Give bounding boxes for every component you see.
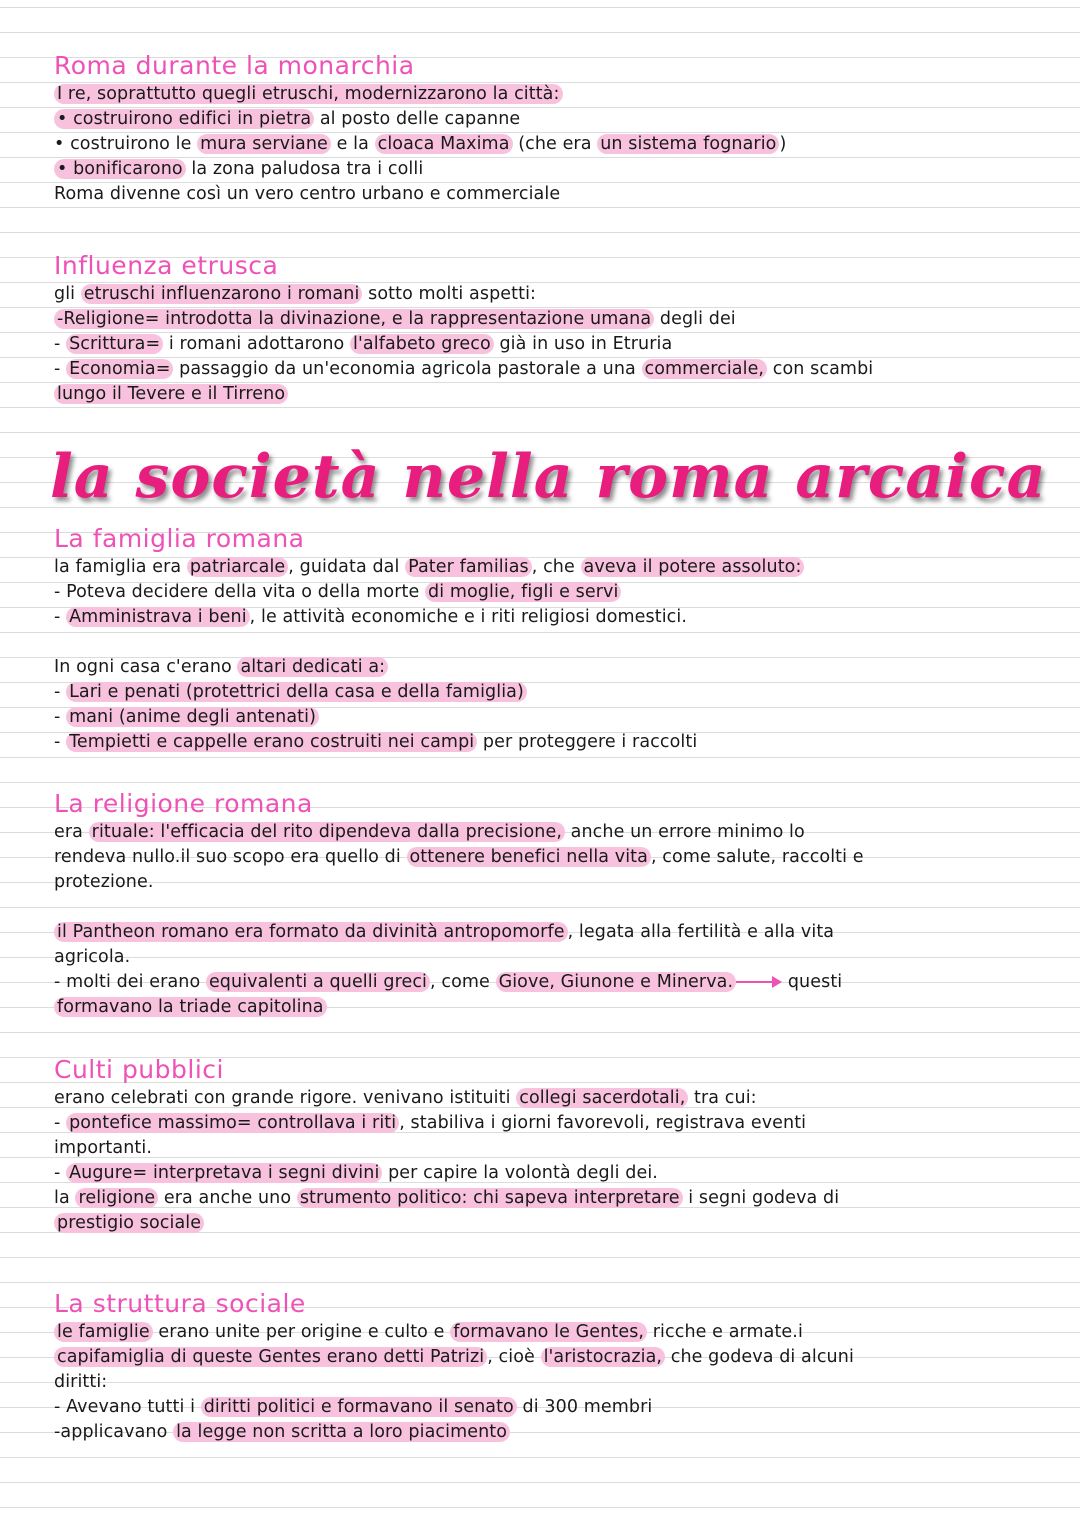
text-line	[54, 1345, 1029, 1370]
text-line	[54, 920, 1029, 945]
highlight: di moglie, figli e servi	[425, 582, 621, 602]
text: la famiglia era	[54, 557, 187, 577]
highlight: • costruirono edifici in pietra	[54, 109, 314, 129]
heading-monarchia: Roma durante la monarchia	[54, 51, 415, 80]
highlight: Economia=	[66, 359, 173, 379]
text: anche un errore minimo lo	[564, 822, 805, 842]
section-culti	[54, 1056, 1029, 1236]
text: -	[54, 359, 67, 379]
text-line	[54, 970, 1029, 995]
highlight: capifamiglia di queste Gentes erano detti Patrizi	[54, 1347, 487, 1367]
text: che godeva di alcuni	[665, 1347, 854, 1367]
highlight: Amministrava i beni	[66, 607, 250, 627]
text: - molti dei erano	[54, 972, 206, 992]
text: per capire la volontà degli dei.	[382, 1163, 658, 1183]
text-line	[54, 1320, 1029, 1345]
heading-culti: Culti pubblici	[54, 1055, 224, 1084]
text-line	[54, 282, 1029, 307]
text-line	[54, 1136, 1029, 1161]
text: per proteggere i raccolti	[477, 732, 698, 752]
highlight: cloaca Maxima	[375, 134, 513, 154]
text: e la	[330, 134, 375, 154]
text: la	[54, 1188, 76, 1208]
blank-line	[54, 895, 1029, 920]
text-line	[54, 995, 1029, 1020]
section-monarchia	[54, 52, 1029, 207]
text-line	[54, 332, 1029, 357]
text: passaggio da un'economia agricola pastorale a una	[173, 359, 642, 379]
highlight: lungo il Tevere e il Tirreno	[54, 384, 288, 404]
text-line	[54, 870, 1029, 895]
text: ricche e armate.i	[647, 1322, 803, 1342]
highlight: religione	[75, 1188, 158, 1208]
text-line	[54, 1161, 1029, 1186]
text: Roma divenne così un vero centro urbano e commerciale	[54, 184, 561, 204]
highlight: equivalenti a quelli greci	[206, 972, 430, 992]
text: i romani adottarono	[163, 334, 351, 354]
highlight: Lari e penati (protettrici della casa e della famiglia)	[66, 682, 527, 702]
highlight: aveva il potere assoluto:	[581, 557, 805, 577]
highlight: pontefice massimo= controllava i riti	[66, 1113, 399, 1133]
text-line	[54, 132, 1029, 157]
text: i segni godeva di	[682, 1188, 840, 1208]
text-line	[54, 1086, 1029, 1111]
text: protezione.	[54, 872, 154, 892]
section-struttura	[54, 1290, 1029, 1445]
text: - Avevano tutti i	[54, 1397, 201, 1417]
text: -applicavano	[54, 1422, 174, 1442]
text: )	[779, 134, 787, 154]
text: era	[54, 822, 89, 842]
text: -	[54, 732, 67, 752]
highlight: la legge non scritta a loro piacimento	[173, 1422, 510, 1442]
text-line	[54, 730, 1029, 755]
highlight: Pater familias	[405, 557, 532, 577]
text: già in uso in Etruria	[493, 334, 673, 354]
highlight: un sistema fognario	[597, 134, 779, 154]
highlight: etruschi influenzarono i romani	[81, 284, 363, 304]
text: degli dei	[654, 309, 736, 329]
blank-line	[54, 630, 1029, 655]
text: erano unite per origine e culto e	[152, 1322, 451, 1342]
text-line	[54, 82, 1029, 107]
text: -	[54, 607, 67, 627]
text: - Poteva decidere della vita o della morte	[54, 582, 426, 602]
heading-influenza: Influenza etrusca	[54, 251, 279, 280]
text: , che	[531, 557, 581, 577]
text: , le attività economiche e i riti religiosi domestici.	[249, 607, 688, 627]
text-line	[54, 605, 1029, 630]
highlight: formavano le Gentes,	[450, 1322, 647, 1342]
highlight: Giove, Giunone e Minerva.	[496, 972, 737, 992]
text: -	[54, 1113, 67, 1133]
highlight: rituale: l'efficacia del rito dipendeva dalla precisione,	[89, 822, 565, 842]
text-line	[54, 1370, 1029, 1395]
text: con scambi	[767, 359, 874, 379]
text-line	[54, 845, 1029, 870]
highlight: patriarcale	[187, 557, 288, 577]
text-line	[54, 307, 1029, 332]
highlight: l'alfabeto greco	[350, 334, 494, 354]
text: In ogni casa c'erano	[54, 657, 238, 677]
text: importanti.	[54, 1138, 152, 1158]
highlight: l'aristocrazia,	[541, 1347, 666, 1367]
text: • costruirono le	[54, 134, 198, 154]
highlight: mani (anime degli antenati)	[66, 707, 319, 727]
highlight: commerciale,	[642, 359, 768, 379]
text-line	[54, 157, 1029, 182]
page-title: la società nella roma arcaica	[50, 442, 1047, 512]
text: erano celebrati con grande rigore. venivano istituiti	[54, 1088, 517, 1108]
text: , come salute, raccolti e	[650, 847, 864, 867]
text-line	[54, 1395, 1029, 1420]
highlight: strumento politico: chi sapeva interpretare	[297, 1188, 683, 1208]
text: diritti:	[54, 1372, 108, 1392]
text: -	[54, 682, 67, 702]
text: , guidata dal	[288, 557, 406, 577]
text-line	[54, 182, 1029, 207]
text: gli	[54, 284, 81, 304]
text-line	[54, 1211, 1029, 1236]
highlight: collegi sacerdotali,	[516, 1088, 688, 1108]
section-influenza	[54, 252, 1029, 407]
text: era anche uno	[158, 1188, 297, 1208]
highlight: diritti politici e formavano il senato	[201, 1397, 517, 1417]
text: -	[54, 1163, 67, 1183]
text: la zona paludosa tra i colli	[185, 159, 424, 179]
highlight: I re, soprattutto quegli etruschi, modernizzarono la città:	[54, 84, 563, 104]
heading-famiglia: La famiglia romana	[54, 524, 305, 553]
highlight: mura serviane	[197, 134, 331, 154]
text: (che era	[512, 134, 598, 154]
text: sotto molti aspetti:	[362, 284, 537, 304]
text-line	[54, 357, 1029, 382]
text-line	[54, 1186, 1029, 1211]
section-famiglia	[54, 525, 1029, 755]
text: rendeva nullo.il suo scopo era quello di	[54, 847, 407, 867]
text: al posto delle capanne	[314, 109, 521, 129]
text: , stabiliva i giorni favorevoli, registrava eventi	[399, 1113, 807, 1133]
highlight: • bonificarono	[54, 159, 186, 179]
text-line	[54, 1111, 1029, 1136]
highlight: -Religione= introdotta la divinazione, e la rappresentazione umana	[54, 309, 654, 329]
text-line	[54, 680, 1029, 705]
text-line	[54, 820, 1029, 845]
text: , cioè	[487, 1347, 541, 1367]
text: -	[54, 334, 67, 354]
text: questi	[782, 972, 843, 992]
text-line	[54, 382, 1029, 407]
text: , come	[430, 972, 496, 992]
text-line	[54, 1420, 1029, 1445]
text: , legata alla fertilità e alla vita	[567, 922, 835, 942]
highlight: Scrittura=	[66, 334, 163, 354]
highlight: prestigio sociale	[54, 1213, 204, 1233]
arrow-right-icon	[736, 976, 782, 988]
text: agricola.	[54, 947, 131, 967]
text-line	[54, 945, 1029, 970]
section-religione	[54, 790, 1029, 1020]
highlight: ottenere benefici nella vita	[407, 847, 651, 867]
heading-religione: La religione romana	[54, 789, 313, 818]
text: tra cui:	[688, 1088, 757, 1108]
text: di 300 membri	[516, 1397, 653, 1417]
heading-struttura: La struttura sociale	[54, 1289, 306, 1318]
text-line	[54, 555, 1029, 580]
highlight: il Pantheon romano era formato da divinità antropomorfe	[54, 922, 568, 942]
highlight: Tempietti e cappelle erano costruiti nei campi	[66, 732, 477, 752]
text: -	[54, 707, 67, 727]
highlight: Augure= interpretava i segni divini	[66, 1163, 382, 1183]
highlight: altari dedicati a:	[237, 657, 388, 677]
text-line	[54, 107, 1029, 132]
highlight: le famiglie	[54, 1322, 153, 1342]
text-line	[54, 580, 1029, 605]
text-line	[54, 705, 1029, 730]
highlight: formavano la triade capitolina	[54, 997, 327, 1017]
text-line	[54, 655, 1029, 680]
